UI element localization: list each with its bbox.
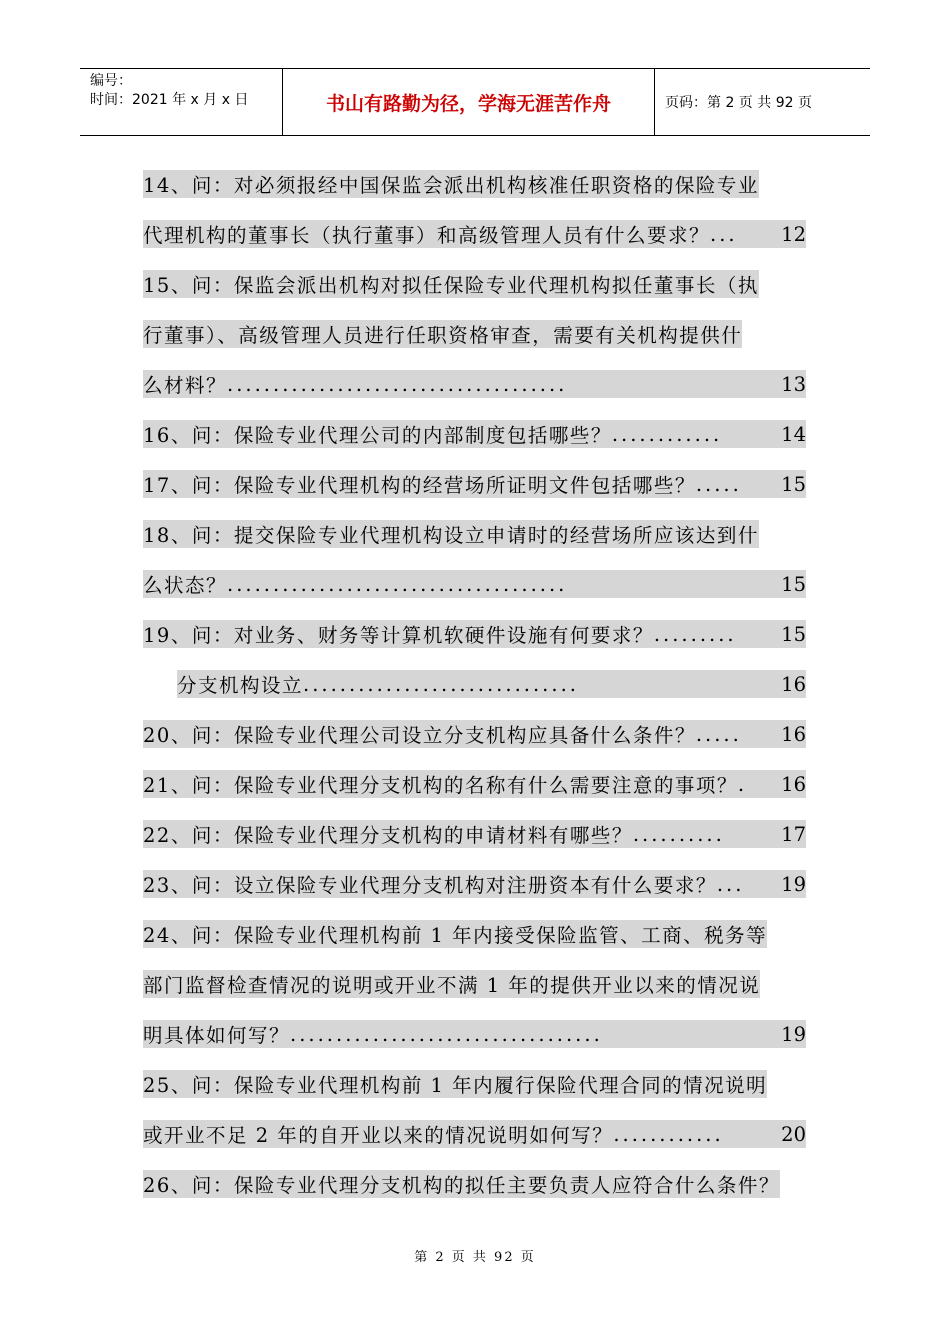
toc-leader-dots: ............ bbox=[613, 1122, 724, 1146]
toc-page-number: 20 bbox=[781, 1122, 806, 1146]
toc-entry bbox=[143, 870, 806, 898]
toc-page-number: 19 bbox=[781, 1022, 806, 1046]
toc-line bbox=[143, 560, 807, 610]
toc-line bbox=[143, 1160, 807, 1210]
toc-leader-dots: ......... bbox=[653, 622, 737, 646]
toc-entry-row[interactable] bbox=[143, 220, 806, 248]
header-motto: 书山有路勤为径，学海无涯苦作舟 bbox=[282, 69, 655, 135]
toc-entry-row[interactable] bbox=[143, 620, 806, 648]
toc-line bbox=[143, 510, 807, 560]
toc-line bbox=[143, 710, 807, 760]
toc-entry-row[interactable] bbox=[143, 1020, 806, 1048]
toc-entry-title: 16、问：保险专业代理公司的内部制度包括哪些？ bbox=[143, 424, 612, 447]
toc-page-number: 15 bbox=[781, 622, 806, 646]
toc-entry-row[interactable] bbox=[143, 420, 806, 448]
toc-entry bbox=[143, 1020, 806, 1048]
number-label: 编号： bbox=[90, 73, 132, 89]
toc-line bbox=[143, 1060, 807, 1110]
toc-page-number: 13 bbox=[781, 372, 806, 396]
page-header bbox=[80, 68, 870, 136]
toc-entry-title: 代理机构的董事长（执行董事）和高级管理人员有什么要求？ bbox=[143, 224, 711, 247]
toc-line bbox=[143, 210, 807, 260]
toc-text: 14、问：对必须报经中国保监会派出机构核准任职资格的保险专业 bbox=[143, 170, 759, 198]
toc-text: 15、问：保监会派出机构对拟任保险专业代理机构拟任董事长（执 bbox=[143, 270, 759, 298]
toc-line bbox=[143, 610, 807, 660]
toc-leader-dots: ..... bbox=[695, 472, 742, 496]
toc-leader-dots: ..... bbox=[695, 722, 742, 746]
toc-leader-dots: .................................. bbox=[290, 1022, 603, 1046]
toc-entry bbox=[143, 370, 806, 398]
toc-line bbox=[143, 810, 807, 860]
toc-line bbox=[143, 1110, 807, 1160]
toc-section-entry bbox=[177, 670, 806, 698]
header-page-info: 页码：第 2 页 共 92 页 bbox=[665, 95, 812, 111]
toc-leader-dots: ..................................... bbox=[227, 572, 568, 596]
toc-page-number: 14 bbox=[781, 422, 806, 446]
toc-entry-row[interactable] bbox=[143, 1120, 806, 1148]
toc-page-number: 15 bbox=[781, 472, 806, 496]
toc-page-number: 19 bbox=[781, 872, 806, 896]
toc-page-number: 15 bbox=[781, 572, 806, 596]
toc-entry-title: 22、问：保险专业代理分支机构的申请材料有哪些？ bbox=[143, 824, 633, 847]
toc-entry-row[interactable] bbox=[143, 770, 806, 798]
toc-leader-dots: .......... bbox=[632, 822, 725, 846]
toc-entry bbox=[143, 770, 806, 798]
toc-line bbox=[143, 1010, 807, 1060]
toc-entry bbox=[143, 620, 806, 648]
toc-entry-row[interactable] bbox=[143, 470, 806, 498]
toc-page-number: 16 bbox=[781, 672, 806, 696]
toc-line bbox=[143, 360, 807, 410]
toc-line bbox=[143, 410, 807, 460]
toc-entry-row[interactable] bbox=[143, 570, 806, 598]
toc-leader-dots: .............................. bbox=[303, 672, 579, 696]
header-meta bbox=[80, 69, 282, 135]
toc-text: 部门监督检查情况的说明或开业不满 1 年的提供开业以来的情况说 bbox=[143, 970, 760, 998]
toc-entry bbox=[143, 1120, 806, 1148]
toc-entry bbox=[143, 720, 806, 748]
toc-entry-title: 分支机构设立 bbox=[177, 674, 304, 697]
toc-text: 18、问：提交保险专业代理机构设立申请时的经营场所应该达到什 bbox=[143, 520, 759, 548]
toc-entry-row[interactable] bbox=[143, 870, 806, 898]
toc-entry-title: 么材料？ bbox=[143, 374, 228, 397]
toc-entry-title: 19、问：对业务、财务等计算机软硬件设施有何要求？ bbox=[143, 624, 654, 647]
time-label: 时间：2021 年 x 月 x 日 bbox=[90, 92, 249, 108]
toc-text: 行董事）、高级管理人员进行任职资格审查，需要有关机构提供什 bbox=[143, 320, 742, 348]
toc-entry-title: 么状态？ bbox=[143, 574, 228, 597]
toc-line bbox=[143, 460, 807, 510]
toc-entry-row[interactable] bbox=[143, 370, 806, 398]
toc-entry-row[interactable] bbox=[143, 820, 806, 848]
toc-leader-dots: ... bbox=[710, 222, 738, 246]
toc-page-number: 17 bbox=[781, 822, 806, 846]
toc-page-number: 16 bbox=[781, 772, 806, 796]
toc-line bbox=[143, 910, 807, 960]
table-of-contents bbox=[143, 160, 807, 1210]
toc-entry bbox=[143, 470, 806, 498]
toc-page-number: 12 bbox=[781, 222, 806, 246]
toc-entry bbox=[143, 420, 806, 448]
toc-text: 24、问：保险专业代理机构前 1 年内接受保险监管、工商、税务等 bbox=[143, 920, 767, 948]
toc-leader-dots: ... bbox=[716, 872, 745, 896]
toc-entry-title: 20、问：保险专业代理公司设立分支机构应具备什么条件？ bbox=[143, 724, 696, 747]
toc-entry-title: 或开业不足 2 年的自开业以来的情况说明如何写？ bbox=[143, 1124, 614, 1147]
toc-text: 25、问：保险专业代理机构前 1 年内履行保险代理合同的情况说明 bbox=[143, 1070, 767, 1098]
toc-entry bbox=[143, 220, 806, 248]
toc-line bbox=[143, 310, 807, 360]
toc-leader-dots: ............ bbox=[611, 422, 723, 446]
toc-entry bbox=[143, 820, 806, 848]
toc-entry bbox=[143, 570, 806, 598]
page-footer: 第 2 页 共 92 页 bbox=[414, 1250, 536, 1265]
toc-entry-row[interactable] bbox=[143, 720, 806, 748]
toc-line bbox=[143, 860, 807, 910]
toc-entry-title: 21、问：保险专业代理分支机构的名称有什么需要注意的事项？ bbox=[143, 774, 738, 797]
toc-line bbox=[143, 760, 807, 810]
toc-line bbox=[143, 960, 807, 1010]
toc-line bbox=[143, 260, 807, 310]
toc-entry-title: 明具体如何写？ bbox=[143, 1024, 291, 1047]
toc-line bbox=[143, 160, 807, 210]
toc-leader-dots: . bbox=[737, 772, 748, 796]
toc-text: 26、问：保险专业代理分支机构的拟任主要负责人应符合什么条件？ bbox=[143, 1170, 780, 1198]
toc-entry-title: 17、问：保险专业代理机构的经营场所证明文件包括哪些？ bbox=[143, 474, 696, 497]
toc-entry-title: 23、问：设立保险专业代理分支机构对注册资本有什么要求？ bbox=[143, 874, 717, 897]
toc-entry-row[interactable] bbox=[177, 670, 806, 698]
toc-page-number: 16 bbox=[781, 722, 806, 746]
toc-leader-dots: ..................................... bbox=[227, 372, 568, 396]
toc-line bbox=[143, 660, 807, 710]
